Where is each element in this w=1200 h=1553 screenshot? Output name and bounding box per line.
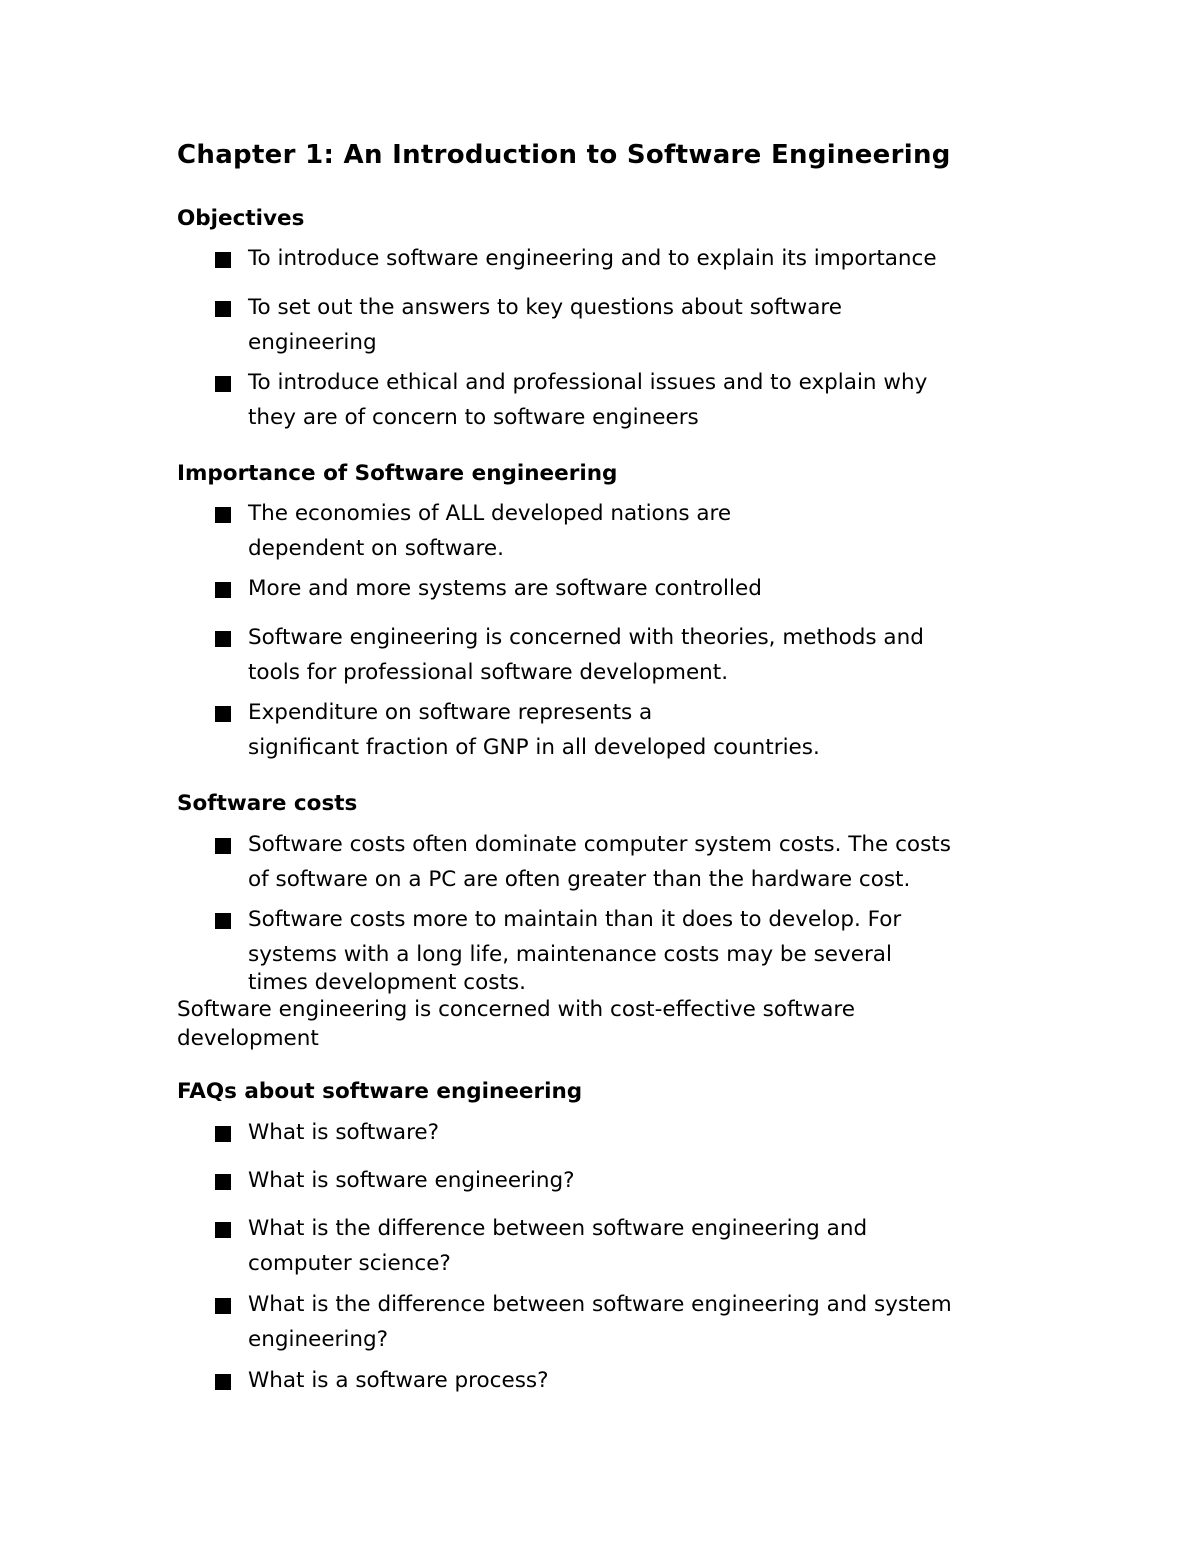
list-item: What is software? bbox=[215, 1115, 1025, 1150]
square-bullet-icon bbox=[215, 1298, 231, 1314]
square-bullet-icon bbox=[215, 582, 231, 598]
square-bullet-icon bbox=[215, 1222, 231, 1238]
square-bullet-icon bbox=[215, 706, 231, 722]
list-item: What is the difference between software engineering and computer science? bbox=[215, 1211, 1025, 1281]
square-bullet-icon bbox=[215, 631, 231, 647]
square-bullet-icon bbox=[215, 913, 231, 929]
square-bullet-icon bbox=[215, 838, 231, 854]
list-item: More and more systems are software controlled bbox=[215, 571, 1025, 606]
list-item: Expenditure on software represents a significant fraction of GNP in all developed countries. bbox=[215, 695, 1025, 765]
list-item: To set out the answers to key questions about software engineering bbox=[215, 290, 1025, 360]
list-item: What is the difference between software engineering and system engineering? bbox=[215, 1287, 1025, 1357]
list-item: Software costs more to maintain than it does to develop. For systems with a long life, maintenance costs may be several bbox=[215, 902, 1025, 972]
list-item: Software engineering is concerned with theories, methods and tools for professional software development. bbox=[215, 620, 1025, 690]
page-title: Chapter 1: An Introduction to Software Engineering bbox=[177, 140, 951, 170]
section-heading-importance: Importance of Software engineering bbox=[177, 461, 618, 486]
square-bullet-icon bbox=[215, 301, 231, 317]
square-bullet-icon bbox=[215, 252, 231, 268]
list-item: What is a software process? bbox=[215, 1363, 1025, 1398]
section-heading-costs: Software costs bbox=[177, 791, 358, 816]
square-bullet-icon bbox=[215, 1126, 231, 1142]
section-heading-faqs: FAQs about software engineering bbox=[177, 1079, 583, 1104]
square-bullet-icon bbox=[215, 1374, 231, 1390]
list-item-continuation: times development costs. bbox=[248, 970, 526, 995]
list-item: To introduce software engineering and to explain its importance bbox=[215, 241, 1025, 276]
cost-note: Software engineering is concerned with cost-effective software development bbox=[177, 997, 855, 1051]
list-item: What is software engineering? bbox=[215, 1163, 1025, 1198]
square-bullet-icon bbox=[215, 376, 231, 392]
list-item: The economies of ALL developed nations are dependent on software. bbox=[215, 496, 1025, 566]
list-item: Software costs often dominate computer system costs. The costs of software on a PC are often greater than the hardware cost. bbox=[215, 827, 1025, 897]
square-bullet-icon bbox=[215, 1174, 231, 1190]
section-heading-objectives: Objectives bbox=[177, 206, 305, 231]
square-bullet-icon bbox=[215, 507, 231, 523]
list-item: To introduce ethical and professional issues and to explain why they are of concern to software engineers bbox=[215, 365, 1025, 435]
